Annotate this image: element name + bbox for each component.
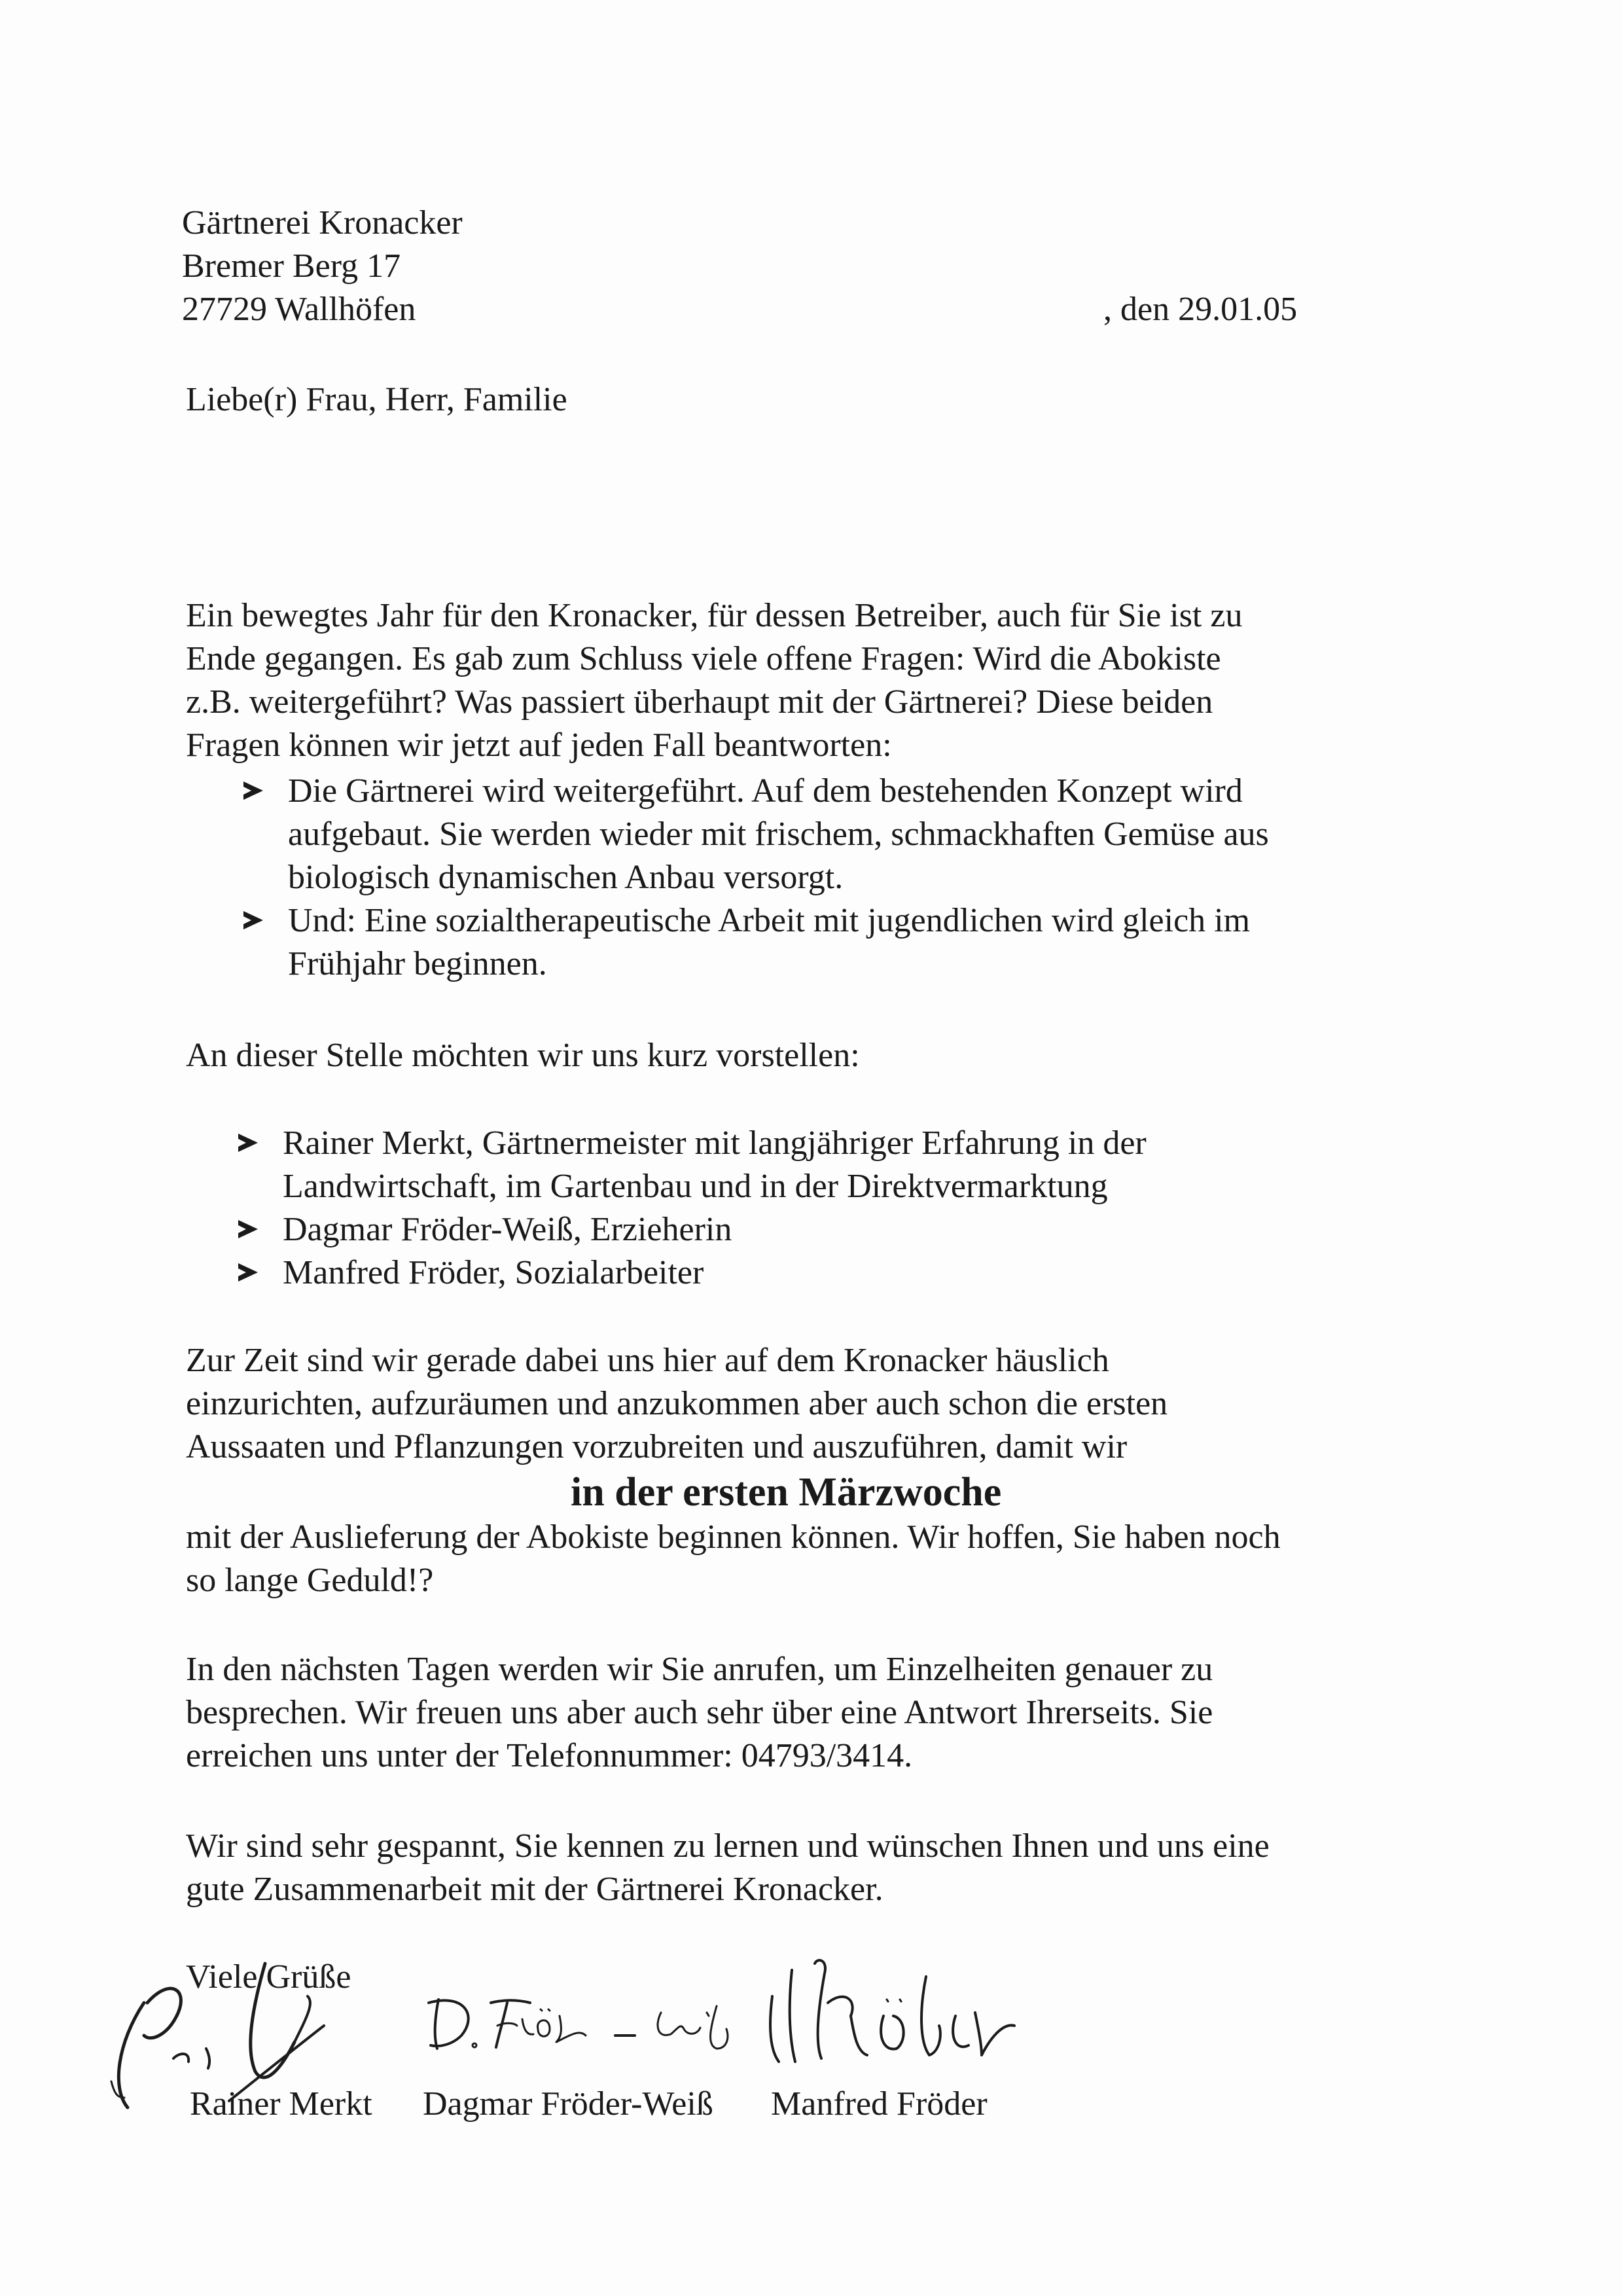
closing-line-2: gute Zusammenarbeit mit der Gärtnerei Kronacker. — [186, 1871, 883, 1908]
intro-line-1: Ein bewegtes Jahr für den Kronacker, für dessen Betreiber, auch für Sie ist zu — [186, 597, 1243, 634]
highlight-date: in der ersten Märzwoche — [571, 1470, 1002, 1515]
signature-dagmar-froeder-weiss — [429, 2000, 728, 2049]
closing-line-1: Wir sind sehr gespannt, Sie kennen zu lernen und wünschen Ihnen und uns eine — [186, 1827, 1270, 1865]
intro-line-3: z.B. weitergeführt? Was passiert überhaupt mit der Gärtnerei? Diese beiden — [186, 683, 1213, 721]
arrow-bullet-icon — [238, 1220, 258, 1238]
intro-line-2: Ende gegangen. Es gab zum Schluss viele offene Fragen: Wird die Abokiste — [186, 640, 1221, 677]
salutation: Liebe(r) Frau, Herr, Familie — [186, 381, 567, 418]
answers-list — [243, 770, 1269, 986]
delivery-line-1: mit der Auslieferung der Abokiste beginnen können. Wir hoffen, Sie haben noch — [186, 1518, 1281, 1556]
answer-line: Die Gärtnerei wird weitergeführt. Auf dem bestehenden Konzept wird — [288, 772, 1243, 810]
arrow-bullet-icon — [243, 911, 263, 929]
arrow-bullet-icon — [243, 781, 263, 800]
team-member-line: Dagmar Fröder-Weiß, Erzieherin — [283, 1211, 732, 1248]
intro-line-4: Fragen können wir jetzt auf jeden Fall beantworten: — [186, 726, 892, 764]
arrow-bullet-icon — [238, 1263, 258, 1282]
team-member-item — [238, 1251, 1147, 1295]
team-member-item — [238, 1208, 1147, 1251]
sender-name: Gärtnerei Kronacker — [182, 204, 463, 242]
signatory-name: Dagmar Fröder-Weiß — [423, 2085, 713, 2123]
team-intro: An dieser Stelle möchten wir uns kurz vorstellen: — [186, 1037, 860, 1074]
signatory-name: Manfred Fröder — [771, 2085, 988, 2123]
answer-line: aufgebaut. Sie werden wieder mit frischem, schmackhaften Gemüse aus — [288, 816, 1269, 853]
progress-line-1: Zur Zeit sind wir gerade dabei uns hier auf dem Kronacker häuslich — [186, 1342, 1109, 1379]
signature-manfred-froeder — [770, 1960, 1014, 2062]
greeting: Viele Grüße — [186, 1958, 351, 1996]
team-member-line: Landwirtschaft, im Gartenbau und in der Direktvermarktung — [283, 1168, 1108, 1205]
answer-line: Und: Eine sozialtherapeutische Arbeit mit jugendlichen wird gleich im — [288, 902, 1251, 939]
answer-item — [243, 770, 1269, 899]
letter-date: , den 29.01.05 — [1103, 291, 1298, 328]
contact-line-2: besprechen. Wir freuen uns aber auch sehr über eine Antwort Ihrerseits. Sie — [186, 1694, 1213, 1731]
signatory-name: Rainer Merkt — [190, 2085, 372, 2123]
arrow-bullet-icon — [238, 1134, 258, 1152]
progress-line-2: einzurichten, aufzuräumen und anzukommen aber auch schon die ersten — [186, 1385, 1168, 1422]
answer-line: biologisch dynamischen Anbau versorgt. — [288, 859, 844, 896]
delivery-line-2: so lange Geduld!? — [186, 1562, 434, 1599]
answer-line: Frühjahr beginnen. — [288, 945, 547, 982]
contact-line-3: erreichen uns unter der Telefonnummer: 04793/3414. — [186, 1737, 913, 1774]
contact-line-1: In den nächsten Tagen werden wir Sie anrufen, um Einzelheiten genauer zu — [186, 1651, 1213, 1688]
sender-city: 27729 Wallhöfen — [182, 291, 416, 328]
sender-street: Bremer Berg 17 — [182, 247, 401, 285]
progress-line-3: Aussaaten und Pflanzungen vorzubreiten und auszuführen, damit wir — [186, 1428, 1128, 1465]
team-member-line: Rainer Merkt, Gärtnermeister mit langjähriger Erfahrung in der — [283, 1124, 1147, 1162]
team-member-item — [238, 1122, 1147, 1208]
team-member-line: Manfred Fröder, Sozialarbeiter — [283, 1254, 704, 1291]
team-list — [238, 1122, 1147, 1295]
answer-item — [243, 899, 1269, 986]
